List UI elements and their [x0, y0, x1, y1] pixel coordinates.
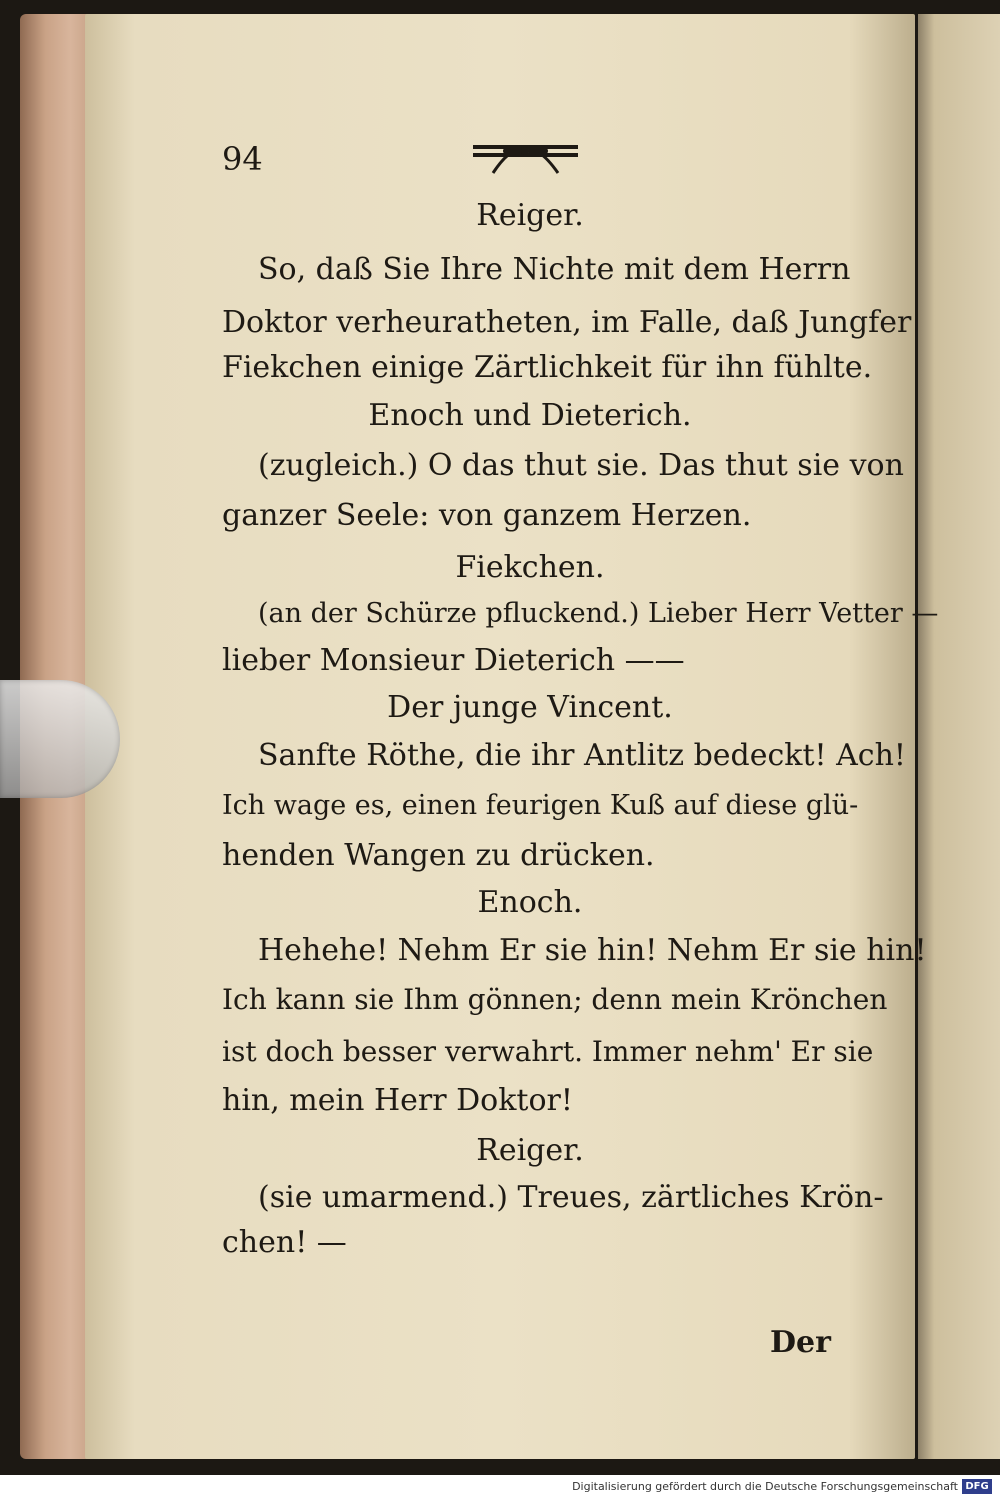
catchword: Der: [770, 1325, 831, 1360]
text-line: henden Wangen zu drücken.: [222, 838, 655, 873]
text-line: chen! —: [222, 1225, 347, 1260]
text-line: (an der Schürze pfluckend.) Lieber Herr Vetter —: [258, 598, 939, 629]
text-line: ganzer Seele: von ganzem Herzen.: [222, 498, 752, 533]
speaker-heading: Reiger.: [476, 1133, 584, 1168]
speaker-heading: Enoch.: [477, 885, 583, 920]
text-line: (sie umarmend.) Treues, zärtliches Krön-: [258, 1180, 884, 1215]
text-line: Ich wage es, einen feurigen Kuß auf diese glü-: [222, 790, 859, 821]
text-line: Hehehe! Nehm Er sie hin! Nehm Er sie hin!: [258, 933, 927, 968]
speaker-heading: Reiger.: [476, 198, 584, 233]
page-clip: [0, 680, 120, 798]
header-ornament: [468, 133, 583, 183]
text-line: Doktor verheuratheten, im Falle, daß Jungfer: [222, 305, 912, 340]
text-line: ist doch besser verwahrt. Immer nehm' Er sie: [222, 1035, 874, 1068]
footer-bar: [0, 1475, 1000, 1499]
speaker-heading: Fiekchen.: [455, 550, 605, 585]
speaker-heading: Enoch und Dieterich.: [368, 398, 692, 433]
text-line: Sanfte Röthe, die ihr Antlitz bedeckt! Ach!: [258, 738, 906, 773]
speaker-heading: Der junge Vincent.: [387, 690, 673, 725]
text-line: So, daß Sie Ihre Nichte mit dem Herrn: [258, 252, 851, 287]
footer-credit: Digitalisierung gefördert durch die Deutsche Forschungsgemeinschaft: [572, 1480, 958, 1493]
text-line: Ich kann sie Ihm gönnen; denn mein Krönchen: [222, 983, 888, 1016]
dfg-logo: DFG: [962, 1479, 992, 1494]
text-line: (zugleich.) O das thut sie. Das thut sie von: [258, 448, 904, 483]
text-line: hin, mein Herr Doktor!: [222, 1083, 573, 1118]
page-number: 94: [222, 140, 263, 178]
text-line: Fiekchen einige Zärtlichkeit für ihn fühlte.: [222, 350, 873, 385]
facing-page: [918, 14, 1000, 1459]
text-line: lieber Monsieur Dieterich ——: [222, 643, 685, 678]
